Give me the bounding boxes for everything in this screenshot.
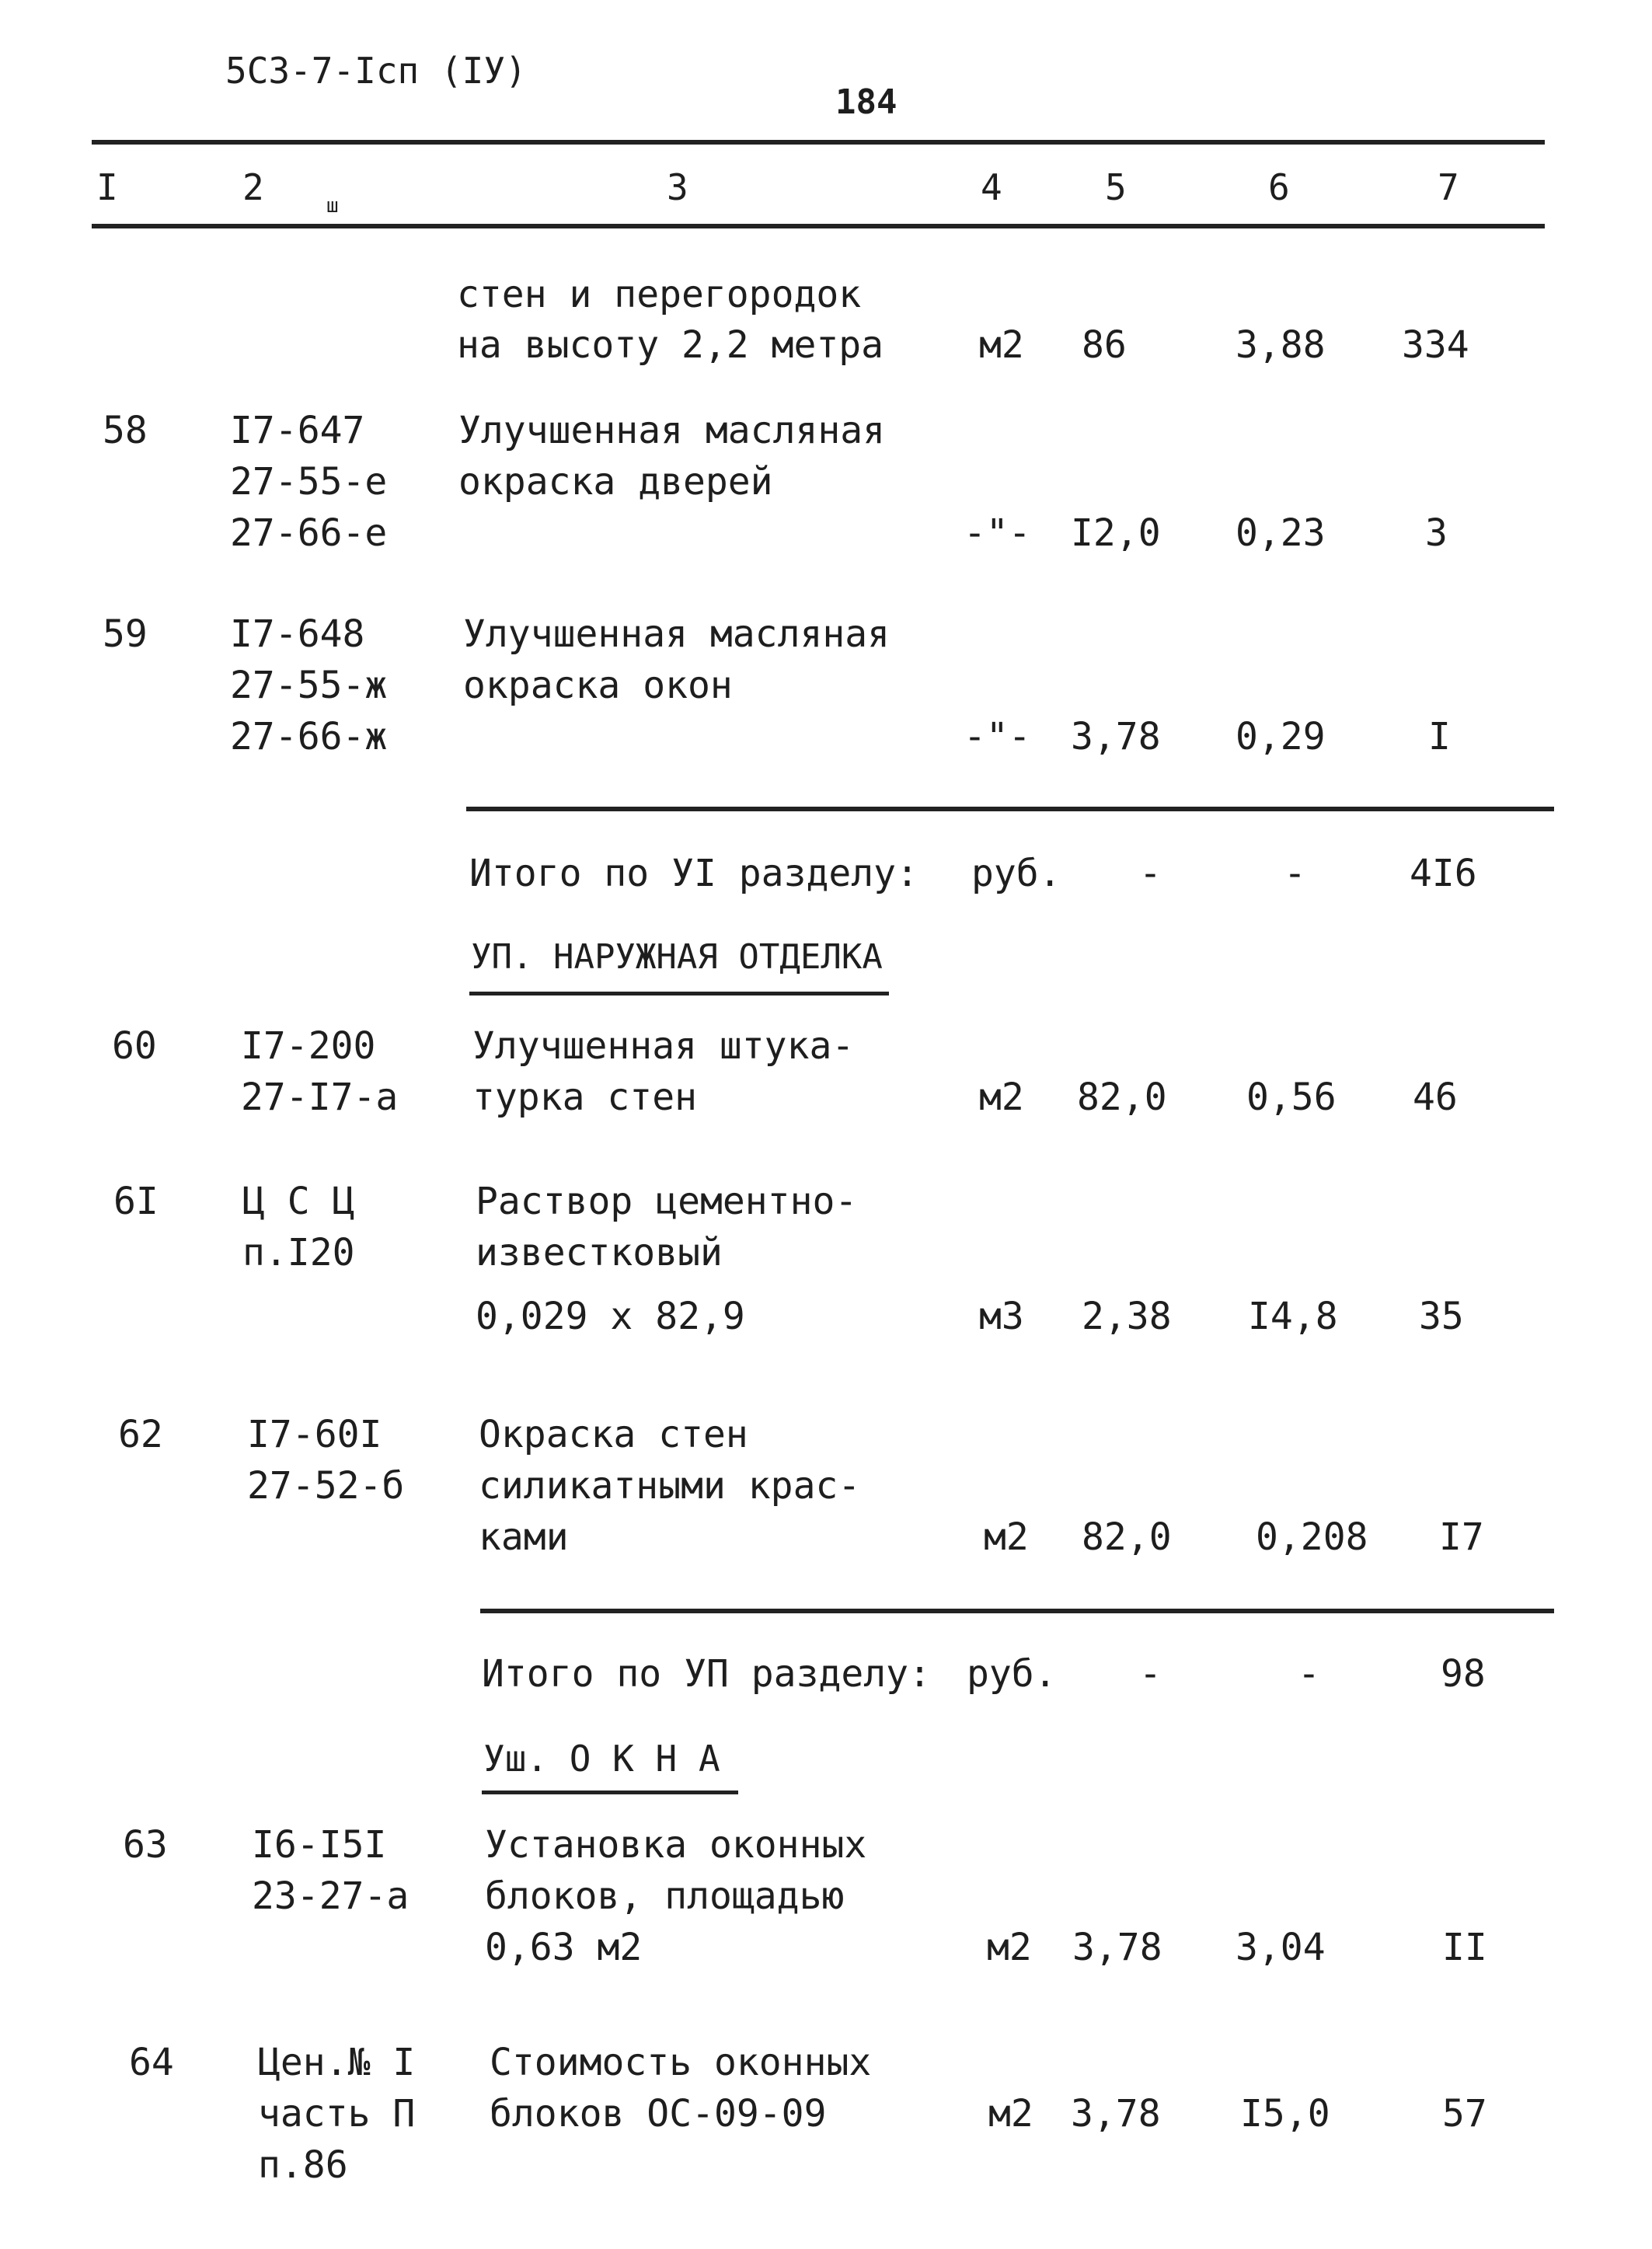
- document-code: 5С3-7-Iсп (IУ): [225, 50, 527, 92]
- row-code: 27-55-е: [230, 460, 388, 504]
- total-price: -: [1298, 1652, 1320, 1696]
- row-price: 0,56: [1246, 1076, 1337, 1119]
- row-code: I7-200: [241, 1024, 376, 1068]
- row-number: 64: [129, 2041, 174, 2084]
- row-cost: I: [1428, 715, 1451, 758]
- row-desc-line: окраска окон: [463, 664, 733, 707]
- row-price: 3,04: [1236, 1926, 1326, 1969]
- row-desc-line: окраска дверей: [458, 460, 773, 504]
- row-price: 0,29: [1236, 715, 1326, 758]
- row-quantity: 3,78: [1071, 2092, 1161, 2136]
- row-desc-line: блоков, площадью: [485, 1874, 845, 1918]
- row-quantity: 82,0: [1082, 1515, 1172, 1559]
- row-number: 59: [103, 612, 148, 656]
- row-code: часть П: [258, 2092, 416, 2136]
- total-label: Итого по УП разделу:: [482, 1652, 931, 1696]
- row-code: I7-647: [230, 409, 365, 452]
- row-code: п.86: [258, 2143, 348, 2187]
- page-number: 184: [835, 82, 897, 122]
- column-header-2: 2: [242, 166, 264, 208]
- row-unit: м2: [987, 1926, 1032, 1969]
- row-cost: 334: [1402, 323, 1469, 367]
- row-desc-line: 0,63 м2: [485, 1926, 643, 1969]
- row-price: 0,23: [1236, 511, 1326, 555]
- row-desc-line: блоков ОС-09-09: [490, 2092, 827, 2136]
- subtotal-rule: [466, 807, 1554, 811]
- row-code: I6-I5I: [252, 1823, 387, 1867]
- row-code: 27-55-ж: [230, 664, 388, 707]
- row-quantity: 82,0: [1077, 1076, 1167, 1119]
- row-quantity: 2,38: [1082, 1295, 1172, 1338]
- row-quantity: I2,0: [1071, 511, 1161, 555]
- row-cost: I7: [1439, 1515, 1484, 1559]
- total-unit: руб.: [967, 1652, 1057, 1696]
- row-number: 6I: [113, 1180, 159, 1223]
- column-header-4: 4: [981, 166, 1002, 208]
- row-desc-line: Окраска стен: [479, 1413, 748, 1456]
- row-cost: 35: [1419, 1295, 1464, 1338]
- row-unit: м3: [979, 1295, 1024, 1338]
- total-unit: руб.: [971, 852, 1061, 895]
- row-unit: -"-: [964, 715, 1031, 758]
- row-number: 60: [112, 1024, 157, 1068]
- row-desc-line: Стоимость оконных: [490, 2041, 872, 2084]
- row-number: 62: [118, 1413, 163, 1456]
- column-header-7: 7: [1438, 166, 1459, 208]
- row-cost: 57: [1442, 2092, 1487, 2136]
- row-code: 27-66-е: [230, 511, 388, 555]
- total-cost: 4I6: [1410, 852, 1477, 895]
- row-price: I4,8: [1248, 1295, 1338, 1338]
- column-header-2-mark: ш: [326, 194, 339, 218]
- header-top-rule: [92, 140, 1545, 145]
- row-quantity: 3,78: [1071, 715, 1161, 758]
- row-code: п.I20: [242, 1231, 355, 1274]
- row-desc-line: Раствор цементно-: [476, 1180, 858, 1223]
- row-unit: м2: [979, 1076, 1024, 1119]
- row-desc-line: на высоту 2,2 метра: [457, 323, 884, 367]
- subtotal-rule: [480, 1609, 1554, 1613]
- row-desc-line: ками: [479, 1515, 569, 1559]
- section-heading: УП. НАРУЖНАЯ ОТДЕЛКА: [471, 937, 883, 977]
- row-desc-line: Установка оконных: [485, 1823, 867, 1867]
- total-quantity: -: [1139, 1652, 1162, 1696]
- row-number: 58: [103, 409, 148, 452]
- row-desc-line: 0,029 х 82,9: [476, 1295, 745, 1338]
- total-label: Итого по УI разделу:: [469, 852, 918, 895]
- row-price: 3,88: [1236, 323, 1326, 367]
- row-unit: м2: [984, 1515, 1029, 1559]
- row-desc-line: стен и перегородок: [457, 273, 862, 316]
- row-code: 27-66-ж: [230, 715, 388, 758]
- column-header-5: 5: [1105, 166, 1127, 208]
- row-desc-line: Улучшенная масляная: [463, 612, 890, 656]
- row-code: I7-60I: [247, 1413, 382, 1456]
- row-code: 23-27-а: [252, 1874, 410, 1918]
- row-quantity: 3,78: [1072, 1926, 1162, 1969]
- row-cost: II: [1442, 1926, 1487, 1969]
- row-number: 63: [123, 1823, 168, 1867]
- total-price: -: [1284, 852, 1306, 895]
- row-code: I7-648: [230, 612, 365, 656]
- row-unit: м2: [988, 2092, 1033, 2136]
- row-desc-line: известковый: [476, 1231, 723, 1274]
- row-unit: -"-: [964, 511, 1031, 555]
- section-heading-underline: [469, 992, 889, 995]
- row-cost: 46: [1413, 1076, 1458, 1119]
- row-price: I5,0: [1240, 2092, 1330, 2136]
- row-desc-line: Улучшенная масляная: [458, 409, 886, 452]
- column-header-6: 6: [1268, 166, 1290, 208]
- column-header-3: 3: [667, 166, 688, 208]
- section-heading-underline: [482, 1790, 738, 1794]
- total-quantity: -: [1139, 852, 1162, 895]
- row-code: 27-I7-а: [241, 1076, 399, 1119]
- total-cost: 98: [1441, 1652, 1486, 1696]
- column-header-1: I: [96, 166, 118, 208]
- row-price: 0,208: [1256, 1515, 1368, 1559]
- row-desc-line: турка стен: [472, 1076, 697, 1119]
- row-code: Цен.№ I: [258, 2041, 416, 2084]
- row-code: 27-52-б: [247, 1464, 405, 1508]
- row-quantity: 86: [1082, 323, 1127, 367]
- section-heading: Уш. О К Н А: [483, 1738, 720, 1780]
- row-desc-line: Улучшенная штука-: [472, 1024, 855, 1068]
- row-cost: 3: [1425, 511, 1448, 555]
- row-code: Ц С Ц: [242, 1180, 355, 1223]
- header-bottom-rule: [92, 224, 1545, 228]
- row-desc-line: силикатными крас-: [479, 1464, 861, 1508]
- row-unit: м2: [979, 323, 1024, 367]
